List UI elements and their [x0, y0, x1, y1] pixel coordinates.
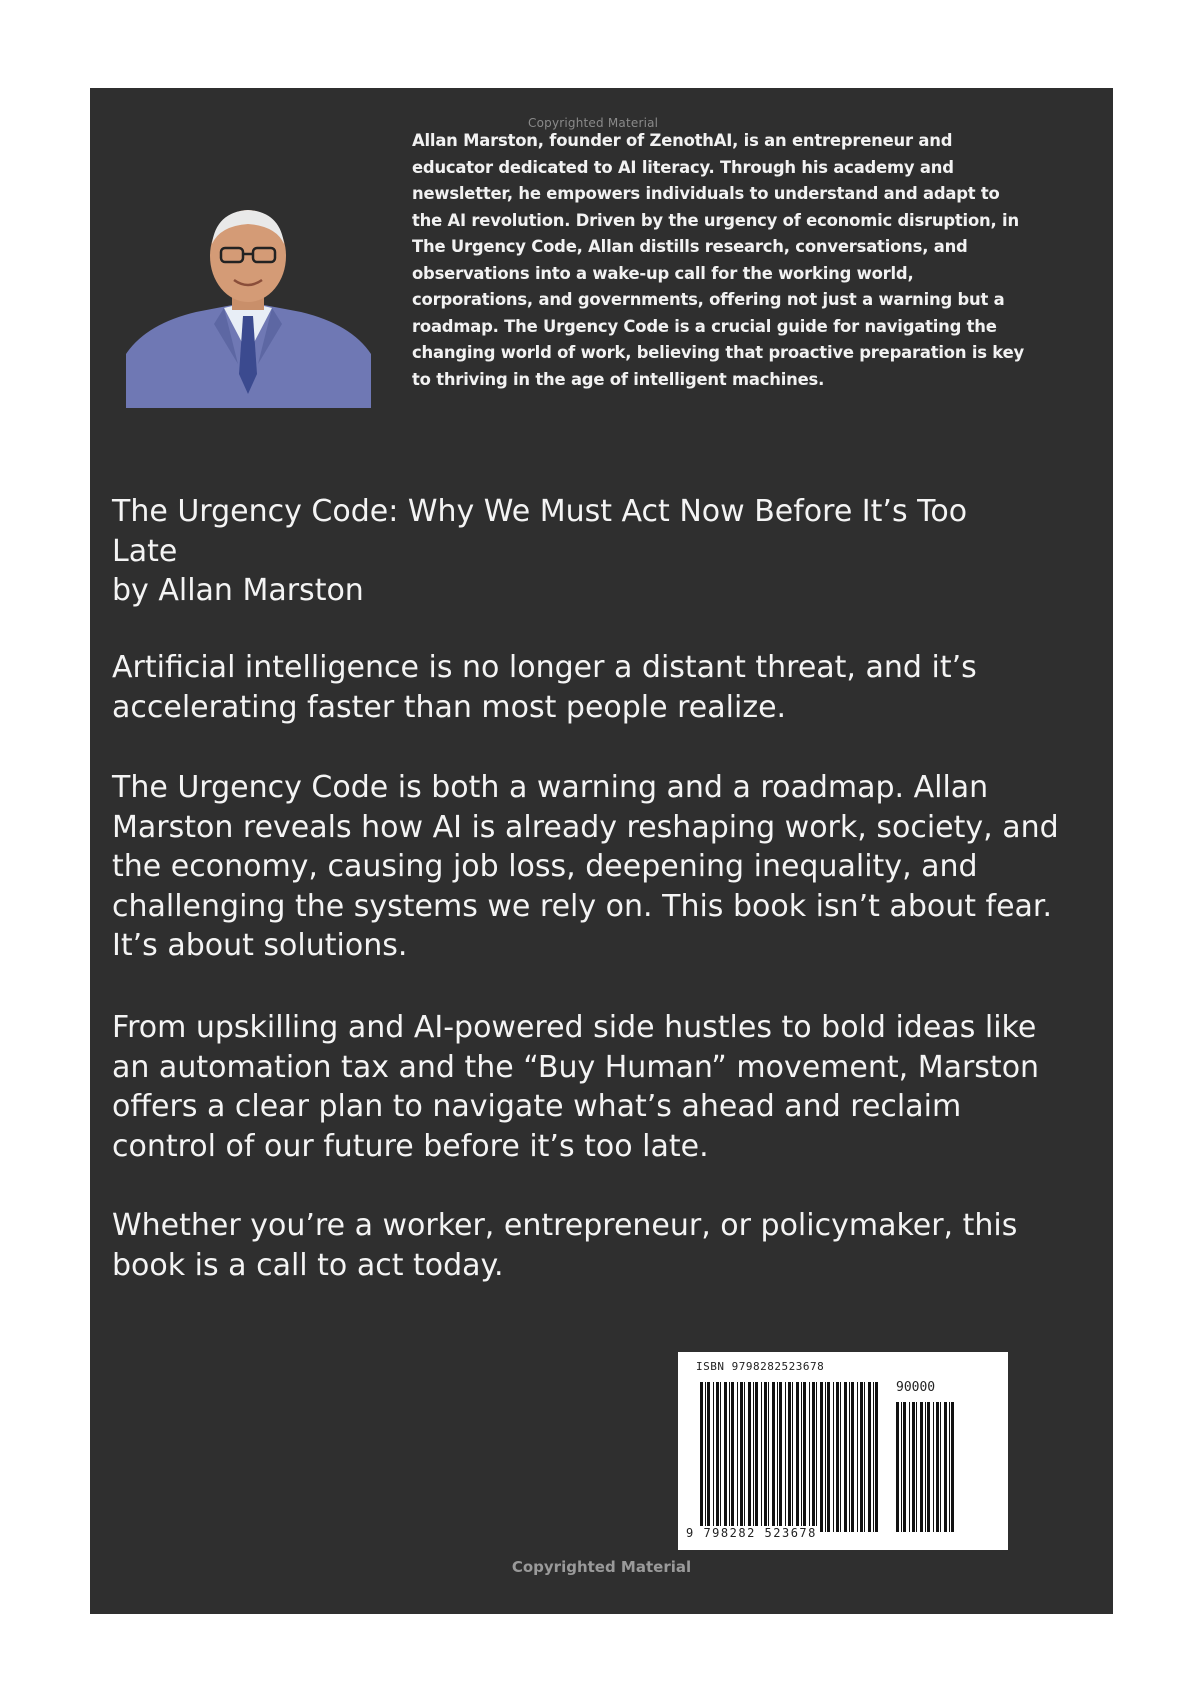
- description-paragraph-3: From upskilling and AI-powered side hustles to bold ideas like an automation tax and the “Buy Human” movement, Marston offers a clear plan to navigate what’s ahead and reclaim control of our future before it’s too late.: [112, 1010, 1040, 1164]
- book-byline: by Allan Marston: [112, 573, 364, 608]
- barcode-bars: [700, 1382, 880, 1532]
- price-barcode-bars: [896, 1402, 956, 1532]
- author-portrait-image: [126, 204, 371, 408]
- isbn-barcode: [678, 1352, 1008, 1550]
- book-title: The Urgency Code: Why We Must Act Now Before It’s Too Late: [112, 494, 968, 569]
- isbn-label: ISBN 9798282523678: [696, 1360, 825, 1373]
- barcode-digits: 9 798282 523678: [686, 1526, 817, 1540]
- author-photo: [126, 204, 371, 408]
- description-paragraph-4: Whether you’re a worker, entrepreneur, or policymaker, this book is a call to act today.: [112, 1208, 1018, 1283]
- author-bio: Allan Marston, founder of ZenothAI, is an entrepreneur and educator dedicated to AI literacy. Through his academy and newsletter, he empowers individuals to understand and adapt to the AI revolution. Driven by the urgency of economic disruption, in The Urgency Code, Allan distills research, conversations, and observations into a wake-up call for the working world, corporations, and governments, offering not just a warning but a roadmap. The Urgency Code is a crucial guide for navigating the changing world of work, believing that proactive preparation is key to thriving in the age of intelligent machines.: [412, 131, 1024, 389]
- title-block: [112, 492, 1012, 611]
- price-code: 90000: [896, 1380, 936, 1395]
- footer-watermark: Copyrighted Material: [511, 1558, 692, 1576]
- description-paragraph-1: Artificial intelligence is no longer a distant threat, and it’s accelerating faster than most people realize.: [112, 650, 977, 725]
- description-paragraph-2: The Urgency Code is both a warning and a roadmap. Allan Marston reveals how AI is already reshaping work, society, and the economy, causing job loss, deepening inequality, and challenging the systems we rely on. This book isn’t about fear. It’s about solutions.: [112, 770, 1059, 963]
- bio-watermark: Copyrighted Material: [528, 116, 659, 130]
- back-cover: [90, 88, 1113, 1614]
